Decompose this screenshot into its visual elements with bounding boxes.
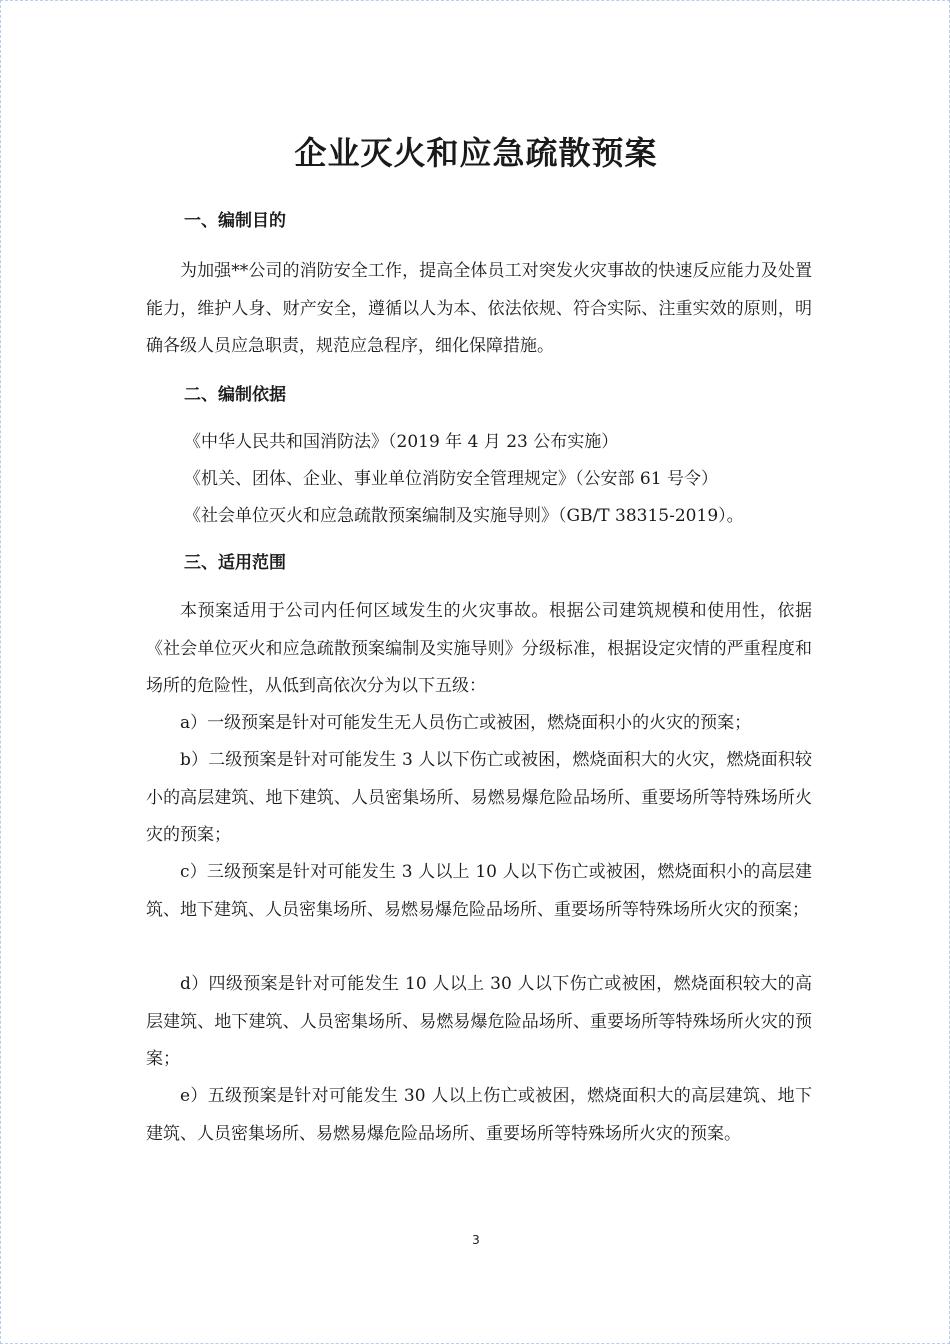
basis-item-regulation: 《机关、团体、企业、事业单位消防安全管理规定》（公安部 61 号令） bbox=[184, 469, 718, 489]
page-number: 3 bbox=[472, 1233, 480, 1247]
level-item-d: d）四级预案是针对可能发生 10 人以上 30 人以下伤亡或被困，燃烧面积较大的高层建筑、地下建筑、人员密集场所、易燃易爆危险品场所、重要场所等特殊场所火灾的预案； bbox=[146, 974, 812, 1069]
section-heading-purpose: 一、编制目的 bbox=[184, 211, 286, 231]
level-item-b: b）二级预案是针对可能发生 3 人以下伤亡或被困，燃烧面积大的火灾，燃烧面积较小的高层建筑、地下建筑、人员密集场所、易燃易爆危险品场所、重要场所等特殊场所火灾的预案； bbox=[146, 750, 812, 845]
section-heading-scope: 三、适用范围 bbox=[184, 553, 286, 573]
basis-item-guideline: 《社会单位灭火和应急疏散预案编制及实施导则》（GB/T 38315-2019）。 bbox=[184, 506, 744, 526]
document-title: 企业灭火和应急疏散预案 bbox=[294, 134, 658, 172]
level-item-c: c）三级预案是针对可能发生 3 人以上 10 人以下伤亡或被困，燃烧面积小的高层建筑、地下建筑、人员密集场所、易燃易爆危险品场所、重要场所等特殊场所火灾的预案； bbox=[146, 862, 812, 920]
level-item-a: a）一级预案是针对可能发生无人员伤亡或被困，燃烧面积小的火灾的预案； bbox=[180, 713, 752, 733]
basis-item-fire-law: 《中华人民共和国消防法》（2019 年 4 月 23 公布实施） bbox=[184, 432, 619, 452]
section-heading-basis: 二、编制依据 bbox=[184, 385, 286, 405]
purpose-paragraph: 为加强**公司的消防安全工作，提高全体员工对突发火灾事故的快速反应能力及处置能力，维护人身、财产安全，遵循以人为本、依法依规、符合实际、注重实效的原则，明确各级人员应急职责，规范应急程序，细化保障措施。 bbox=[146, 261, 812, 356]
scope-intro-paragraph: 本预案适用于公司内任何区域发生的火灾事故。根据公司建筑规模和使用性，依据《社会单位灭火和应急疏散预案编制及实施导则》分级标准，根据设定灾情的严重程度和场所的危险性，从低到高依次分为以下五级： bbox=[146, 601, 812, 696]
level-item-e: e）五级预案是针对可能发生 30 人以上伤亡或被困，燃烧面积大的高层建筑、地下建筑、人员密集场所、易燃易爆危险品场所、重要场所等特殊场所火灾的预案。 bbox=[146, 1086, 812, 1144]
